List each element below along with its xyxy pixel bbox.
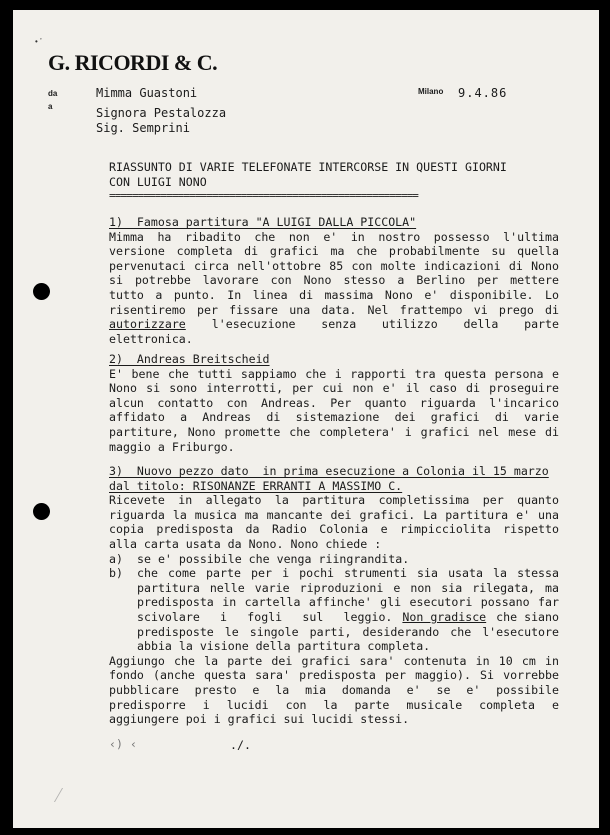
section-1-line: versione completa di grafici ma che probabilmente su quella <box>109 244 559 259</box>
section-3-intro-last: alla carta usata da Nono. Nono chiede : <box>109 536 382 551</box>
recipient-1: Signora Pestalozza <box>96 106 227 120</box>
subject-separator: ====================================================== <box>109 189 419 203</box>
item-b-marker: b) <box>109 566 123 581</box>
section-2-line: E' bene che tutti sappiamo che i rapporti tra questa persona e <box>109 366 559 381</box>
section-3 <box>109 464 559 727</box>
subject-block <box>109 160 507 204</box>
section-1-heading: 1) Famosa partitura "A LUIGI DALLA PICCOLA" <box>109 215 417 229</box>
closing-line: Aggiungo che la parte dei grafici sara' contenuta in 10 cm in <box>109 653 559 668</box>
item-a-text: se e' possibile che venga riingrandita. <box>137 551 410 566</box>
item-b-line-end: che siano <box>496 609 559 624</box>
authorize-rest: l'esecuzione senza utilizzo della parte <box>211 317 559 332</box>
item-b-line-start: scivolare i fogli sul leggio. <box>137 609 393 624</box>
section-2-line: Nono si sono interrotti, per cui non e' il caso di proseguire <box>109 381 559 396</box>
faint-marks: ‹) ‹ <box>109 737 137 751</box>
punch-hole-top <box>33 283 50 300</box>
item-b-body <box>137 566 559 654</box>
non-gradisce: Non gradisce <box>402 609 487 624</box>
item-b-line: partitura nelle varie riproduzioni e non sia rilegata, ma <box>137 580 559 595</box>
city-label: Milano <box>418 87 444 96</box>
section-2-line: alcun contatto con Andreas. Per quanto riguarda l'incarico <box>109 395 559 410</box>
section-1-line: risentiremo per fissare una data. Nel frattempo vi prego di <box>109 302 559 317</box>
section-3-line: Ricevete in allegato la partitura completissima per quanto <box>109 493 559 508</box>
from-label: da <box>48 89 58 98</box>
authorize-word: autorizzare <box>109 317 186 332</box>
section-3-heading-1: 3) Nuovo pezzo dato in prima esecuzione a Colonia il 15 marzo <box>109 464 549 478</box>
item-b-line: che come parte per i pochi strumenti sia usata la stessa <box>137 566 559 581</box>
section-2-line: affidato a Andreas di sistemazione dei grafici di varie <box>109 410 559 425</box>
pen-scribble <box>54 788 75 802</box>
subject-line-2: CON LUIGI NONO <box>109 174 207 189</box>
recipient-2: Sig. Semprini <box>96 121 190 135</box>
section-1-line: tutto a punto. In linea di massima Nono e' disponibile. Lo <box>109 287 559 302</box>
letterhead-mark: • ’ <box>35 37 42 46</box>
list-item-a <box>109 552 559 567</box>
punch-hole-bottom <box>33 503 50 520</box>
section-2-heading: 2) Andreas Breitscheid <box>109 352 270 366</box>
closing-line: pubblicare presto e la mia domanda e' se e' possibile <box>109 682 559 697</box>
item-b-line: predisposta in cartella affinche' gli esecutori possano far <box>137 595 559 610</box>
section-3-heading-2: dal titolo: RISONANZE ERRANTI A MASSIMO C. <box>109 478 403 493</box>
letter-date: 9.4.86 <box>458 86 508 100</box>
closing-line: predisporre i lucidi con la parte musicale completa e <box>109 697 559 712</box>
section-1-last-line: elettronica. <box>109 331 193 346</box>
section-2-last-line: maggio a Friburgo. <box>109 439 235 454</box>
section-3-line: copia predisposta da Radio Colonia e rimpicciolita rispetto <box>109 522 559 537</box>
item-b-line: predisposte le singole parti, desiderando che l'esecutore <box>137 624 559 639</box>
section-3-line: riguarda la musica ma mancante dei grafici. La partitura e' una <box>109 507 559 522</box>
sender-name: Mimma Guastoni <box>96 86 198 100</box>
to-label: a <box>48 102 53 111</box>
item-a-marker: a) <box>109 551 123 566</box>
section-1 <box>109 215 559 346</box>
section-2-line: partiture, Nono promette che completera' i grafici nel mese di <box>109 424 559 439</box>
section-1-line: si potrebbe lavorare con Nono stesso a Berlino per mettere <box>109 273 559 288</box>
list-item-b <box>109 566 559 654</box>
item-b-line <box>137 610 559 625</box>
letter-page <box>13 10 599 828</box>
continuation-mark: ./. <box>230 738 251 752</box>
section-1-line: pervenutaci circa nell'ottobre 85 con molte indicazioni di Nono <box>109 258 559 273</box>
section-1-line <box>109 317 559 332</box>
section-2 <box>109 352 559 454</box>
section-1-line: Mimma ha ribadito che non e' in nostro possesso l'ultima <box>109 229 559 244</box>
item-b-last: abbia la visione della partitura completa. <box>137 639 431 654</box>
closing-line: fondo (anche questa sara' predisposta per maggio). Si vorrebbe <box>109 668 559 683</box>
company-logo: G. RICORDI & C. <box>48 50 218 75</box>
closing-last: aggiungere poi i grafici sui lucidi stessi. <box>109 712 410 727</box>
subject-line-1: RIASSUNTO DI VARIE TELEFONATE INTERCORSE IN QUESTI GIORNI <box>109 160 507 174</box>
